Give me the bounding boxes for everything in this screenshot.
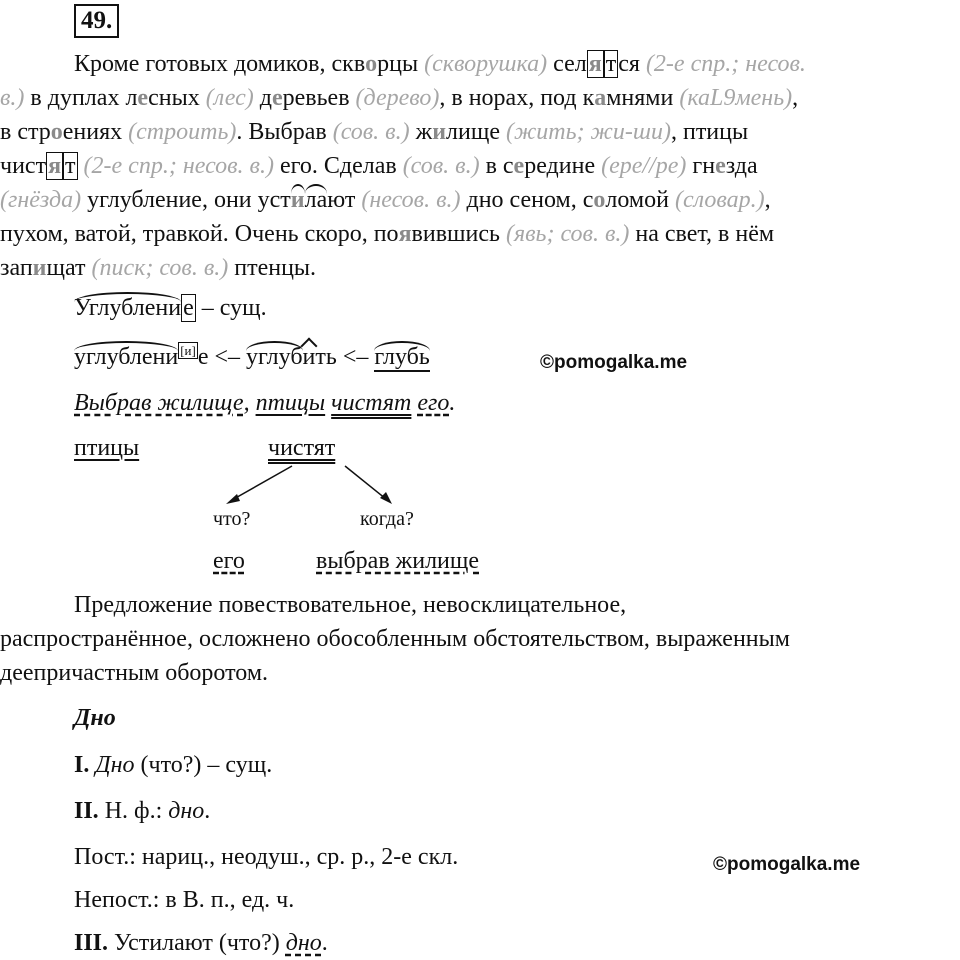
exercise-text [0,47,960,285]
scheme-object: его [213,548,245,574]
chain-word-3: глубь [374,341,429,372]
arrow-left [232,466,292,500]
arrow-left-head [226,494,240,504]
exercise-number: 49. [74,4,119,38]
text-line-4: чистя т (2-е спр.; несов. в.) его. Сделав (сов. в.) в середине (ере//ре) гнезда [0,153,758,179]
text-line-3: в строениях (строить). Выбрав (сов. в.) жилище (жить; жи-ши), птицы [0,119,749,145]
scheme-question-2: когда? [360,508,414,530]
analysis-point-3: III. Устилают (что?) дно. [74,930,328,956]
text-line-1: Кроме готовых домиков, скворцы (скворушка) селя тся (2-е спр.; несов. [74,51,806,77]
sentence-description: Предложение повествовательное, невосклицательное, распространённое, осложнено обособленным обстоятельством, выраженным деепричастным оборотом. [0,592,790,686]
analysis-point-2: II. Н. ф.: дно. [74,798,211,824]
text-line-7: запищат (писк; сов. в.) птенцы. [0,255,317,281]
text-line-5: (гнёзда) углубление, они устилают (несов. в.) дно сеном, соломой (словар.), [0,183,960,217]
arrow-right-head [380,492,392,504]
analysis-title: Дно [74,705,116,731]
scheme-predicate: чистят [268,435,336,461]
watermark-2: ©pomogalka.me [713,854,861,875]
parsed-sentence: Выбрав жилище, птицы чистят его. [74,390,456,416]
text-line-2: в.) в дуплах лесных (лес) деревьев (дерево), в норах, под камнями (каL9мень), [0,85,799,111]
analysis-nonpermanent: Непост.: в В. п., ед. ч. [74,887,295,913]
analysis-permanent: Пост.: нариц., неодуш., ср. р., 2-е скл. [74,844,459,870]
scheme-question-1: что? [213,508,251,530]
chain-word-1: углублени [74,341,178,370]
arrow-right [345,466,386,499]
analysis-point-1: I. Дно (что?) – сущ. [74,752,273,778]
text-line-6: пухом, ватой, травкой. Очень скоро, появившись (явь; сов. в.) на свет, в нём [0,221,775,247]
morpheme-word: Углубление – сущ. [74,293,267,323]
scheme-adverbial: выбрав жилище [316,548,480,574]
watermark: ©pomogalka.me [540,352,688,373]
derivation-chain: углублени [и]е <– углубить <– глубь [74,343,430,370]
chain-word-2-root: углуб [246,341,303,370]
scheme-subject: птицы [74,435,140,461]
